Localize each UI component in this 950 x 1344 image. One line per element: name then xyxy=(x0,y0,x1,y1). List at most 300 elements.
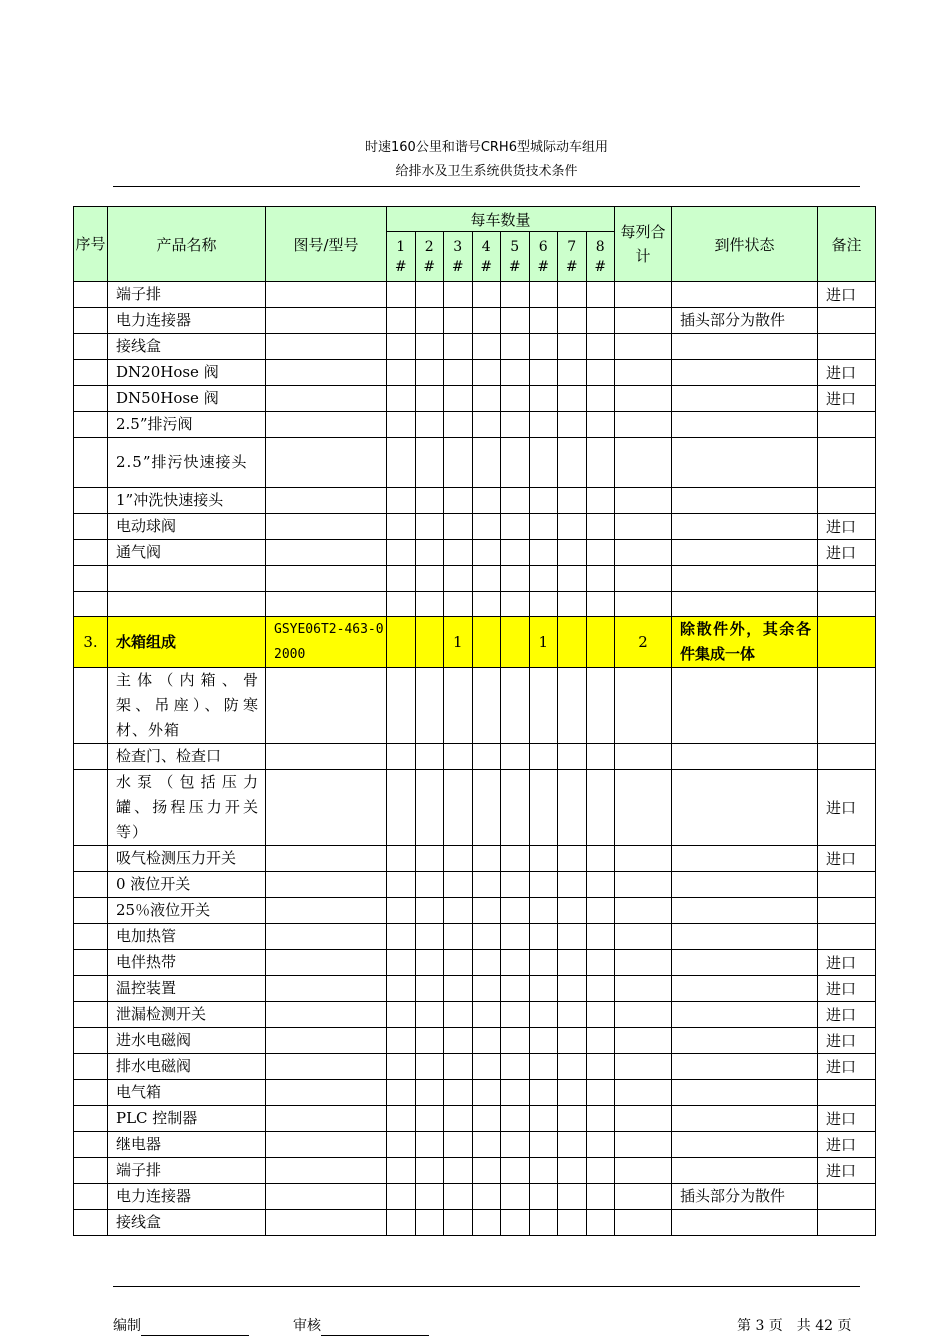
cell-qty-car-4 xyxy=(472,846,501,872)
cell-total xyxy=(615,1054,672,1080)
cell-product-name: 接线盒 xyxy=(108,1210,266,1236)
cell-remark: 进口 xyxy=(818,976,876,1002)
cell-state: 除散件外，其余各件集成一体 xyxy=(672,617,818,668)
cell-qty-car-4 xyxy=(472,924,501,950)
cell-qty-car-3 xyxy=(444,770,473,846)
cell-qty-car-4 xyxy=(472,976,501,1002)
cell-qty-car-2 xyxy=(415,770,444,846)
cell-qty-car-8 xyxy=(586,1210,615,1236)
cell-remark xyxy=(818,412,876,438)
cell-qty-car-3 xyxy=(444,1054,473,1080)
cell-qty-car-2 xyxy=(415,617,444,668)
cell-qty-car-5 xyxy=(501,950,530,976)
cell-drawing xyxy=(266,846,387,872)
cell-qty-car-5 xyxy=(501,744,530,770)
cell-qty-car-5 xyxy=(501,1210,530,1236)
cell-qty-car-1 xyxy=(387,1158,416,1184)
cell-total xyxy=(615,924,672,950)
cell-qty-car-3 xyxy=(444,1002,473,1028)
cell-state xyxy=(672,438,818,488)
cell-qty-car-3 xyxy=(444,412,473,438)
header-car-1 xyxy=(387,232,416,282)
cell-total xyxy=(615,412,672,438)
cell-qty-car-3 xyxy=(444,1158,473,1184)
cell-seq xyxy=(74,1002,108,1028)
cell-qty-car-2 xyxy=(415,976,444,1002)
car-suffix: # xyxy=(537,258,550,275)
cell-qty-car-7 xyxy=(558,924,587,950)
cell-remark xyxy=(818,872,876,898)
cell-drawing xyxy=(266,334,387,360)
cell-qty-car-1 xyxy=(387,1054,416,1080)
cell-qty-car-2 xyxy=(415,438,444,488)
cell-qty-car-4 xyxy=(472,308,501,334)
cell-remark xyxy=(818,898,876,924)
cell-remark xyxy=(818,744,876,770)
table-row xyxy=(74,898,876,924)
cell-qty-car-3 xyxy=(444,872,473,898)
cell-qty-car-5 xyxy=(501,1106,530,1132)
cell-remark: 进口 xyxy=(818,386,876,412)
cell-drawing xyxy=(266,1054,387,1080)
cell-state xyxy=(672,744,818,770)
header-car-7 xyxy=(558,232,587,282)
cell-seq xyxy=(74,386,108,412)
cell-product-name xyxy=(108,566,266,592)
cell-qty-car-5 xyxy=(501,308,530,334)
cell-remark: 进口 xyxy=(818,282,876,308)
cell-qty-car-7 xyxy=(558,617,587,668)
cell-remark: 进口 xyxy=(818,1028,876,1054)
cell-total xyxy=(615,488,672,514)
cell-qty-car-5 xyxy=(501,924,530,950)
cell-qty-car-3 xyxy=(444,1184,473,1210)
cell-qty-car-7 xyxy=(558,282,587,308)
cell-seq xyxy=(74,334,108,360)
cell-qty-car-5 xyxy=(501,1158,530,1184)
cell-qty-car-6 xyxy=(529,282,558,308)
cell-product-name: 0 液位开关 xyxy=(108,872,266,898)
cell-qty-car-2 xyxy=(415,872,444,898)
cell-drawing xyxy=(266,1028,387,1054)
cell-qty-car-7 xyxy=(558,1054,587,1080)
cell-product-name: 继电器 xyxy=(108,1132,266,1158)
cell-qty-car-5 xyxy=(501,1028,530,1054)
cell-qty-car-4 xyxy=(472,668,501,744)
cell-remark xyxy=(818,566,876,592)
cell-qty-car-1 xyxy=(387,488,416,514)
table-row xyxy=(74,1106,876,1132)
car-suffix: # xyxy=(565,258,578,275)
cell-qty-car-3 xyxy=(444,1028,473,1054)
table-header-row-1 xyxy=(74,207,876,232)
cell-state xyxy=(672,282,818,308)
cell-qty-car-5 xyxy=(501,770,530,846)
cell-state xyxy=(672,770,818,846)
cell-product-name: 电气箱 xyxy=(108,1080,266,1106)
cell-qty-car-3 xyxy=(444,846,473,872)
cell-qty-car-1 xyxy=(387,282,416,308)
cell-drawing xyxy=(266,668,387,744)
car-suffix: # xyxy=(594,258,607,275)
cell-remark: 进口 xyxy=(818,950,876,976)
cell-qty-car-2 xyxy=(415,1002,444,1028)
cell-remark xyxy=(818,1184,876,1210)
cell-qty-car-1 xyxy=(387,1028,416,1054)
cell-state xyxy=(672,898,818,924)
table-row xyxy=(74,488,876,514)
cell-product-name: PLC 控制器 xyxy=(108,1106,266,1132)
cell-seq xyxy=(74,1054,108,1080)
cell-product-name: DN20Hose 阀 xyxy=(108,360,266,386)
cell-qty-car-6 xyxy=(529,566,558,592)
cell-qty-car-8 xyxy=(586,898,615,924)
cell-drawing xyxy=(266,386,387,412)
cell-qty-car-3 xyxy=(444,950,473,976)
cell-qty-car-6 xyxy=(529,1132,558,1158)
cell-qty-car-3 xyxy=(444,360,473,386)
table-row xyxy=(74,744,876,770)
document-header xyxy=(113,136,860,184)
cell-qty-car-8 xyxy=(586,872,615,898)
cell-total xyxy=(615,540,672,566)
cell-qty-car-8 xyxy=(586,308,615,334)
cell-remark: 进口 xyxy=(818,360,876,386)
table-row xyxy=(74,540,876,566)
table-row xyxy=(74,334,876,360)
cell-qty-car-7 xyxy=(558,591,587,617)
cell-seq xyxy=(74,1080,108,1106)
cell-qty-car-1 xyxy=(387,1210,416,1236)
cell-total xyxy=(615,668,672,744)
car-suffix: # xyxy=(394,258,407,275)
cell-qty-car-6: 1 xyxy=(529,617,558,668)
cell-remark xyxy=(818,308,876,334)
cell-qty-car-2 xyxy=(415,924,444,950)
cell-seq xyxy=(74,308,108,334)
cell-state xyxy=(672,334,818,360)
cell-qty-car-8 xyxy=(586,1028,615,1054)
cell-seq xyxy=(74,668,108,744)
cell-state xyxy=(672,1132,818,1158)
cell-qty-car-1 xyxy=(387,1184,416,1210)
cell-qty-car-5 xyxy=(501,386,530,412)
cell-seq xyxy=(74,1132,108,1158)
cell-drawing xyxy=(266,438,387,488)
cell-qty-car-7 xyxy=(558,308,587,334)
cell-qty-car-3 xyxy=(444,898,473,924)
cell-remark xyxy=(818,591,876,617)
cell-state xyxy=(672,488,818,514)
cell-drawing xyxy=(266,1158,387,1184)
cell-qty-car-6 xyxy=(529,1080,558,1106)
cell-qty-car-5 xyxy=(501,668,530,744)
cell-qty-car-8 xyxy=(586,744,615,770)
cell-drawing xyxy=(266,488,387,514)
cell-qty-car-2 xyxy=(415,1210,444,1236)
cell-qty-car-8 xyxy=(586,591,615,617)
cell-seq xyxy=(74,924,108,950)
cell-qty-car-5 xyxy=(501,360,530,386)
cell-qty-car-5 xyxy=(501,566,530,592)
compiled-label: 编制 xyxy=(113,1318,141,1334)
cell-qty-car-4 xyxy=(472,770,501,846)
cell-qty-car-1 xyxy=(387,898,416,924)
cell-qty-car-7 xyxy=(558,1002,587,1028)
cell-qty-car-8 xyxy=(586,282,615,308)
cell-total xyxy=(615,591,672,617)
cell-qty-car-6 xyxy=(529,334,558,360)
cell-qty-car-4 xyxy=(472,488,501,514)
header-remark: 备注 xyxy=(818,207,876,282)
table-row xyxy=(74,1002,876,1028)
cell-drawing xyxy=(266,412,387,438)
cell-product-name: 电伴热带 xyxy=(108,950,266,976)
cell-qty-car-7 xyxy=(558,950,587,976)
cell-seq xyxy=(74,1106,108,1132)
cell-qty-car-3 xyxy=(444,924,473,950)
reviewed-signature-line xyxy=(321,1319,429,1336)
cell-qty-car-6 xyxy=(529,898,558,924)
cell-qty-car-1 xyxy=(387,591,416,617)
cell-qty-car-8 xyxy=(586,1132,615,1158)
cell-product-name: 接线盒 xyxy=(108,334,266,360)
cell-qty-car-7 xyxy=(558,898,587,924)
cell-qty-car-6 xyxy=(529,591,558,617)
cell-qty-car-7 xyxy=(558,744,587,770)
cell-qty-car-7 xyxy=(558,566,587,592)
cell-product-name: 水箱组成 xyxy=(108,617,266,668)
cell-qty-car-7 xyxy=(558,1210,587,1236)
cell-state xyxy=(672,846,818,872)
cell-seq xyxy=(74,488,108,514)
cell-qty-car-5 xyxy=(501,898,530,924)
cell-qty-car-3 xyxy=(444,1210,473,1236)
cell-qty-car-3 xyxy=(444,386,473,412)
cell-drawing xyxy=(266,976,387,1002)
cell-drawing xyxy=(266,308,387,334)
cell-qty-car-7 xyxy=(558,334,587,360)
cell-qty-car-7 xyxy=(558,438,587,488)
cell-state xyxy=(672,1054,818,1080)
cell-seq xyxy=(74,438,108,488)
car-number: 7 xyxy=(567,238,577,255)
cell-drawing xyxy=(266,744,387,770)
cell-product-name: 检查门、检查口 xyxy=(108,744,266,770)
cell-qty-car-4 xyxy=(472,412,501,438)
table-row xyxy=(74,566,876,592)
cell-state xyxy=(672,566,818,592)
cell-product-name: 电动球阀 xyxy=(108,514,266,540)
cell-qty-car-6 xyxy=(529,770,558,846)
cell-qty-car-7 xyxy=(558,488,587,514)
table-row xyxy=(74,591,876,617)
cell-qty-car-8 xyxy=(586,540,615,566)
cell-qty-car-8 xyxy=(586,514,615,540)
cell-qty-car-8 xyxy=(586,924,615,950)
cell-qty-car-2 xyxy=(415,412,444,438)
cell-qty-car-7 xyxy=(558,1132,587,1158)
cell-product-name xyxy=(108,591,266,617)
cell-qty-car-4 xyxy=(472,514,501,540)
car-suffix: # xyxy=(451,258,464,275)
cell-product-name: 2.5”排污快速接头 xyxy=(108,438,266,488)
cell-product-name: DN50Hose 阀 xyxy=(108,386,266,412)
cell-qty-car-7 xyxy=(558,1158,587,1184)
table-row xyxy=(74,438,876,488)
cell-qty-car-4 xyxy=(472,1106,501,1132)
cell-qty-car-7 xyxy=(558,412,587,438)
cell-qty-car-1 xyxy=(387,668,416,744)
cell-seq xyxy=(74,770,108,846)
cell-qty-car-6 xyxy=(529,1054,558,1080)
cell-qty-car-8 xyxy=(586,360,615,386)
cell-state xyxy=(672,1158,818,1184)
cell-qty-car-6 xyxy=(529,924,558,950)
cell-qty-car-4 xyxy=(472,360,501,386)
header-total: 每列合计 xyxy=(615,207,672,282)
cell-qty-car-8 xyxy=(586,976,615,1002)
cell-qty-car-3 xyxy=(444,1132,473,1158)
car-number: 2 xyxy=(424,238,434,255)
cell-qty-car-5 xyxy=(501,976,530,1002)
cell-qty-car-4 xyxy=(472,1210,501,1236)
cell-qty-car-6 xyxy=(529,1106,558,1132)
cell-qty-car-3 xyxy=(444,591,473,617)
car-number: 8 xyxy=(595,238,605,255)
cell-qty-car-5 xyxy=(501,514,530,540)
cell-qty-car-8 xyxy=(586,1158,615,1184)
cell-qty-car-5 xyxy=(501,488,530,514)
cell-total xyxy=(615,438,672,488)
car-number: 4 xyxy=(481,238,491,255)
table-row xyxy=(74,1028,876,1054)
cell-state: 插头部分为散件 xyxy=(672,1184,818,1210)
reviewed-label: 审核 xyxy=(293,1318,321,1334)
cell-qty-car-4 xyxy=(472,1028,501,1054)
cell-remark xyxy=(818,617,876,668)
cell-qty-car-8 xyxy=(586,770,615,846)
cell-seq xyxy=(74,846,108,872)
cell-qty-car-3 xyxy=(444,438,473,488)
cell-total xyxy=(615,1132,672,1158)
table-row xyxy=(74,976,876,1002)
cell-qty-car-1 xyxy=(387,1002,416,1028)
cell-qty-car-3 xyxy=(444,514,473,540)
cell-total xyxy=(615,1184,672,1210)
cell-qty-car-3 xyxy=(444,668,473,744)
cell-seq xyxy=(74,1028,108,1054)
cell-qty-car-2 xyxy=(415,360,444,386)
cell-qty-car-6 xyxy=(529,872,558,898)
cell-qty-car-1 xyxy=(387,412,416,438)
cell-state xyxy=(672,514,818,540)
cell-qty-car-4 xyxy=(472,566,501,592)
cell-seq xyxy=(74,282,108,308)
header-car-3 xyxy=(444,232,473,282)
car-suffix: # xyxy=(480,258,493,275)
header-title-line2: 给排水及卫生系统供货技术条件 xyxy=(395,164,578,179)
cell-product-name: 25％液位开关 xyxy=(108,898,266,924)
cell-drawing xyxy=(266,1080,387,1106)
cell-qty-car-6 xyxy=(529,412,558,438)
footer-rule xyxy=(113,1286,860,1287)
cell-qty-car-5 xyxy=(501,846,530,872)
cell-state xyxy=(672,591,818,617)
cell-state xyxy=(672,1080,818,1106)
cell-drawing xyxy=(266,1210,387,1236)
cell-qty-car-1 xyxy=(387,1106,416,1132)
cell-total xyxy=(615,282,672,308)
cell-product-name: 排水电磁阀 xyxy=(108,1054,266,1080)
cell-state xyxy=(672,950,818,976)
cell-qty-car-5 xyxy=(501,1184,530,1210)
supply-table xyxy=(73,206,876,1236)
cell-qty-car-2 xyxy=(415,898,444,924)
cell-drawing: GSYE06T2-463-02000 xyxy=(266,617,387,668)
cell-remark xyxy=(818,668,876,744)
cell-seq xyxy=(74,1210,108,1236)
cell-qty-car-7 xyxy=(558,770,587,846)
cell-qty-car-4 xyxy=(472,898,501,924)
cell-qty-car-1 xyxy=(387,846,416,872)
cell-total xyxy=(615,360,672,386)
header-car-4 xyxy=(472,232,501,282)
cell-qty-car-7 xyxy=(558,846,587,872)
cell-seq xyxy=(74,540,108,566)
cell-total xyxy=(615,846,672,872)
cell-qty-car-3 xyxy=(444,1080,473,1106)
table-row xyxy=(74,1054,876,1080)
cell-remark xyxy=(818,1080,876,1106)
cell-qty-car-4 xyxy=(472,1132,501,1158)
cell-seq xyxy=(74,1158,108,1184)
table-row xyxy=(74,412,876,438)
cell-product-name: 端子排 xyxy=(108,282,266,308)
table-row xyxy=(74,950,876,976)
cell-qty-car-1 xyxy=(387,1080,416,1106)
cell-qty-car-1 xyxy=(387,334,416,360)
table-row xyxy=(74,514,876,540)
table-row xyxy=(74,282,876,308)
cell-seq xyxy=(74,360,108,386)
cell-drawing xyxy=(266,282,387,308)
cell-qty-car-4 xyxy=(472,744,501,770)
cell-total: 2 xyxy=(615,617,672,668)
cell-qty-car-6 xyxy=(529,846,558,872)
car-suffix: # xyxy=(423,258,436,275)
cell-seq xyxy=(74,976,108,1002)
cell-remark: 进口 xyxy=(818,1132,876,1158)
cell-state xyxy=(672,1028,818,1054)
cell-qty-car-2 xyxy=(415,1054,444,1080)
cell-qty-car-6 xyxy=(529,1002,558,1028)
cell-qty-car-7 xyxy=(558,1028,587,1054)
cell-qty-car-2 xyxy=(415,1106,444,1132)
cell-qty-car-4 xyxy=(472,540,501,566)
cell-drawing xyxy=(266,360,387,386)
cell-qty-car-1 xyxy=(387,566,416,592)
cell-total xyxy=(615,1002,672,1028)
cell-qty-car-1 xyxy=(387,1132,416,1158)
cell-state xyxy=(672,976,818,1002)
cell-state xyxy=(672,668,818,744)
cell-remark: 进口 xyxy=(818,540,876,566)
cell-product-name: 1”冲洗快速接头 xyxy=(108,488,266,514)
car-number: 6 xyxy=(538,238,548,255)
table-row xyxy=(74,872,876,898)
header-rule xyxy=(113,186,860,187)
